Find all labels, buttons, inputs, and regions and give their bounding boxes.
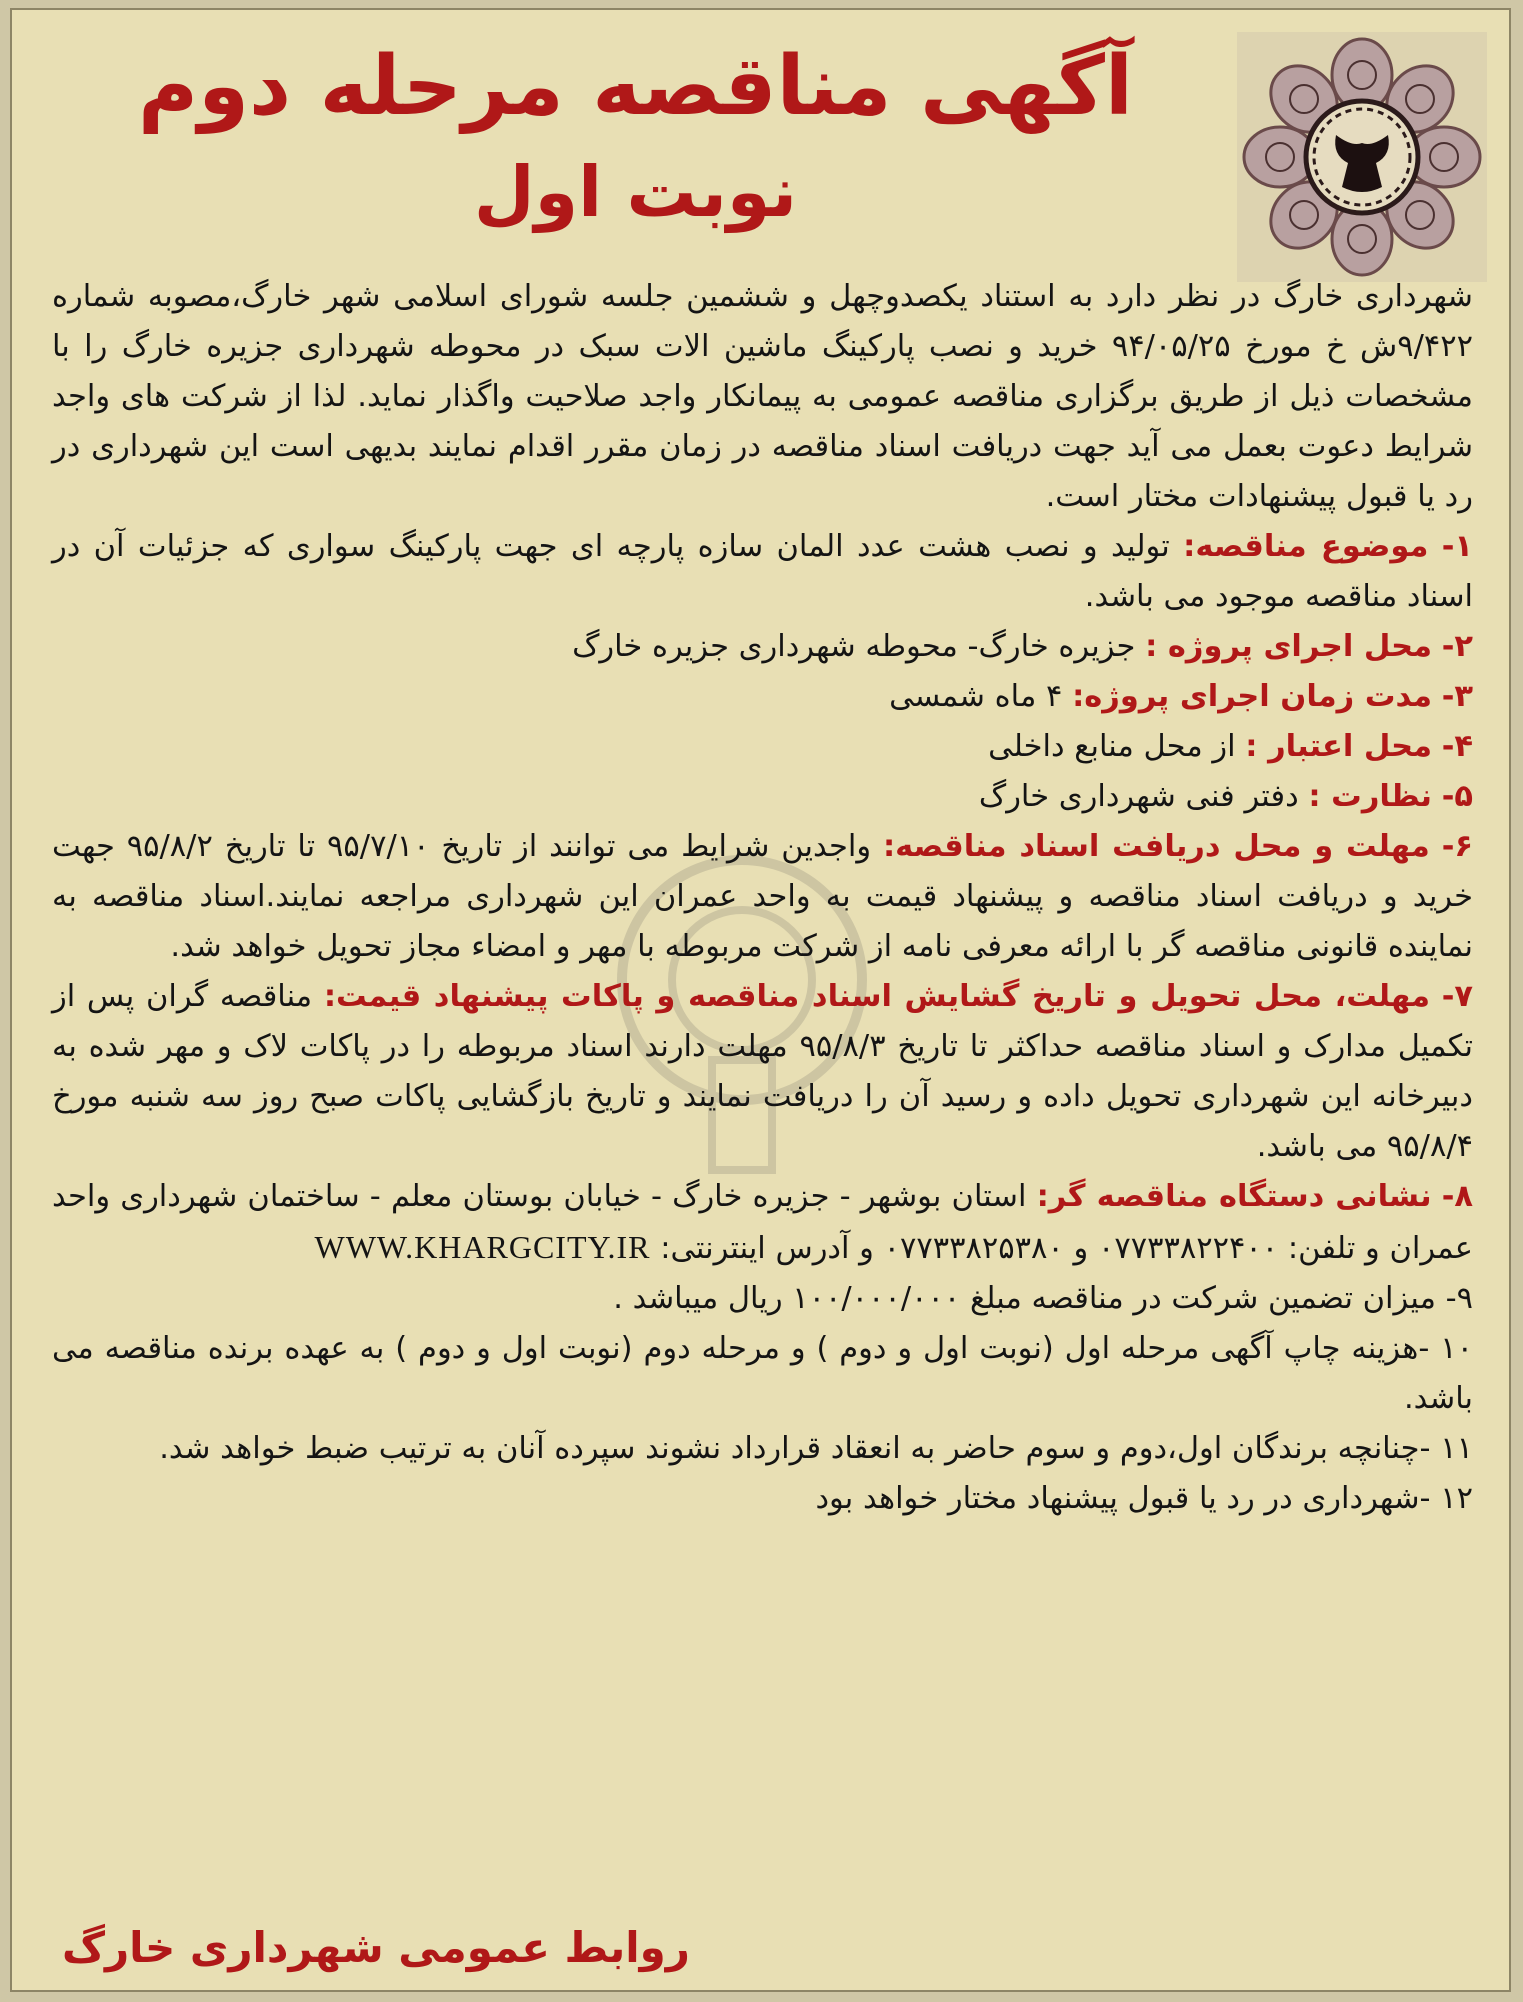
notice-title: آگهی مناقصه مرحله دوم — [137, 39, 1133, 134]
item-label: محل اجرای پروژه : — [1145, 629, 1432, 664]
item-number: ۲- — [1441, 629, 1473, 664]
item-10: ۱۰ -هزینه چاپ آگهی مرحله اول (نوبت اول و دوم ) و مرحله دوم (نوبت اول و دوم ) به عهده برنده مناقصه می باشد. — [52, 1331, 1473, 1416]
item-label: مهلت، محل تحویل و تاریخ گشایش اسناد مناقصه و پاکات پیشنهاد قیمت: — [323, 979, 1430, 1014]
item-label: محل اعتبار : — [1245, 729, 1432, 764]
item-1 — [52, 522, 1473, 622]
item-text: ۴ ماه شمسی — [889, 679, 1063, 714]
item-2 — [52, 622, 1473, 672]
item-9: ۹- میزان تضمین شرکت در مناقصه مبلغ ۱۰۰/۰۰۰/۰۰۰ ریال میباشد . — [613, 1281, 1473, 1316]
item-number: ۶- — [1441, 829, 1473, 864]
item-8 — [52, 1172, 1473, 1274]
item-text: از محل منابع داخلی — [988, 729, 1236, 764]
item-5 — [52, 772, 1473, 822]
item-text: واجدین شرایط می توانند از تاریخ ۹۵/۷/۱۰ تا تاریخ ۹۵/۸/۲ جهت خرید و دریافت اسناد مناقصه و پیشنهاد قیمت به واحد عمران این شهرداری مراجعه نمایند.اسناد مناقصه به نماینده قانونی مناقصه گر با ارائه معرفی نامه از شرکت مربوطه با مهر و امضاء مجاز تحویل خواهد شد. — [52, 829, 1473, 964]
item-text: دفتر فنی شهرداری خارگ — [978, 779, 1299, 814]
item-number: ۸- — [1441, 1179, 1473, 1214]
item-label: موضوع مناقصه: — [1183, 529, 1429, 564]
notice-body — [52, 272, 1473, 1524]
item-number: ۷- — [1441, 979, 1473, 1014]
khark-municipality-seal-icon — [1237, 32, 1487, 282]
item-number: ۴- — [1441, 729, 1473, 764]
item-number: ۵- — [1441, 779, 1473, 814]
item-text: مناقصه گران پس از تکمیل مدارک و اسناد مناقصه حداکثر تا تاریخ ۹۵/۸/۳ مهلت دارند اسناد مربوطه را در پاکات لاک و مهر شده به دبیرخانه این شهرداری تحویل داده و رسید آن را دریافت نمایند و تاریخ بازگشایی پاکات صبح روز سه شنبه مورخ ۹۵/۸/۴ می باشد. — [52, 979, 1473, 1164]
item-label: نظارت : — [1308, 779, 1432, 814]
item-label: مهلت و محل دریافت اسناد مناقصه: — [882, 829, 1430, 864]
item-7 — [52, 972, 1473, 1172]
item-4 — [52, 722, 1473, 772]
notice-page — [10, 8, 1511, 1992]
notice-subtitle: نوبت اول — [473, 151, 798, 233]
website-link[interactable]: WWW.KHARGCITY.IR — [314, 1229, 651, 1265]
notice-header — [12, 10, 1509, 270]
item-3 — [52, 672, 1473, 722]
item-label: نشانی دستگاه مناقصه گر: — [1036, 1179, 1432, 1214]
item-number: ۱- — [1441, 529, 1473, 564]
footer-signature: روابط عمومی شهرداری خارگ — [62, 1923, 690, 1972]
intro-paragraph: شهرداری خارگ در نظر دارد به استناد یکصدوچهل و ششمین جلسه شورای اسلامی شهر خارگ،مصوبه شماره ۹/۴۲۲ش خ مورخ ۹۴/۰۵/۲۵ خرید و نصب پارکینگ ماشین الات سبک در محوطه شهرداری جزیره خارگ را با مشخصات ذیل از طریق برگزاری مناقصه عمومی به پیمانکار واجد صلاحیت واگذار نماید. لذا از شرکت های واجد شرایط دعوت بعمل می آید جهت دریافت اسناد مناقصه در زمان مقرر اقدام نمایند بدیهی است این شهرداری در رد یا قبول پیشنهادات مختار است. — [52, 279, 1474, 514]
item-text: تولید و نصب هشت عدد المان سازه پارچه ای جهت پارکینگ سواری که جزئیات آن در اسناد مناقصه موجود می باشد. — [52, 529, 1473, 614]
item-11: ۱۱ -چنانچه برندگان اول،دوم و سوم حاضر به انعقاد قرارداد نشوند سپرده آنان به ترتیب ضبط خواهد شد. — [159, 1431, 1473, 1466]
item-number: ۳- — [1441, 679, 1473, 714]
item-label: مدت زمان اجرای پروژه: — [1072, 679, 1432, 714]
item-text: استان بوشهر - جزیره خارگ - خیابان بوستان معلم - ساختمان شهرداری واحد عمران و تلفن: ۰۷۷۳۳۸۲۲۴۰۰ و ۰۷۷۳۳۸۲۵۳۸۰ و آدرس اینترنتی: — [52, 1179, 1473, 1266]
item-12: ۱۲ -شهرداری در رد یا قبول پیشنهاد مختار خواهد بود — [815, 1481, 1473, 1516]
item-6 — [52, 822, 1473, 972]
item-text: جزیره خارگ- محوطه شهرداری جزیره خارگ — [572, 629, 1136, 664]
